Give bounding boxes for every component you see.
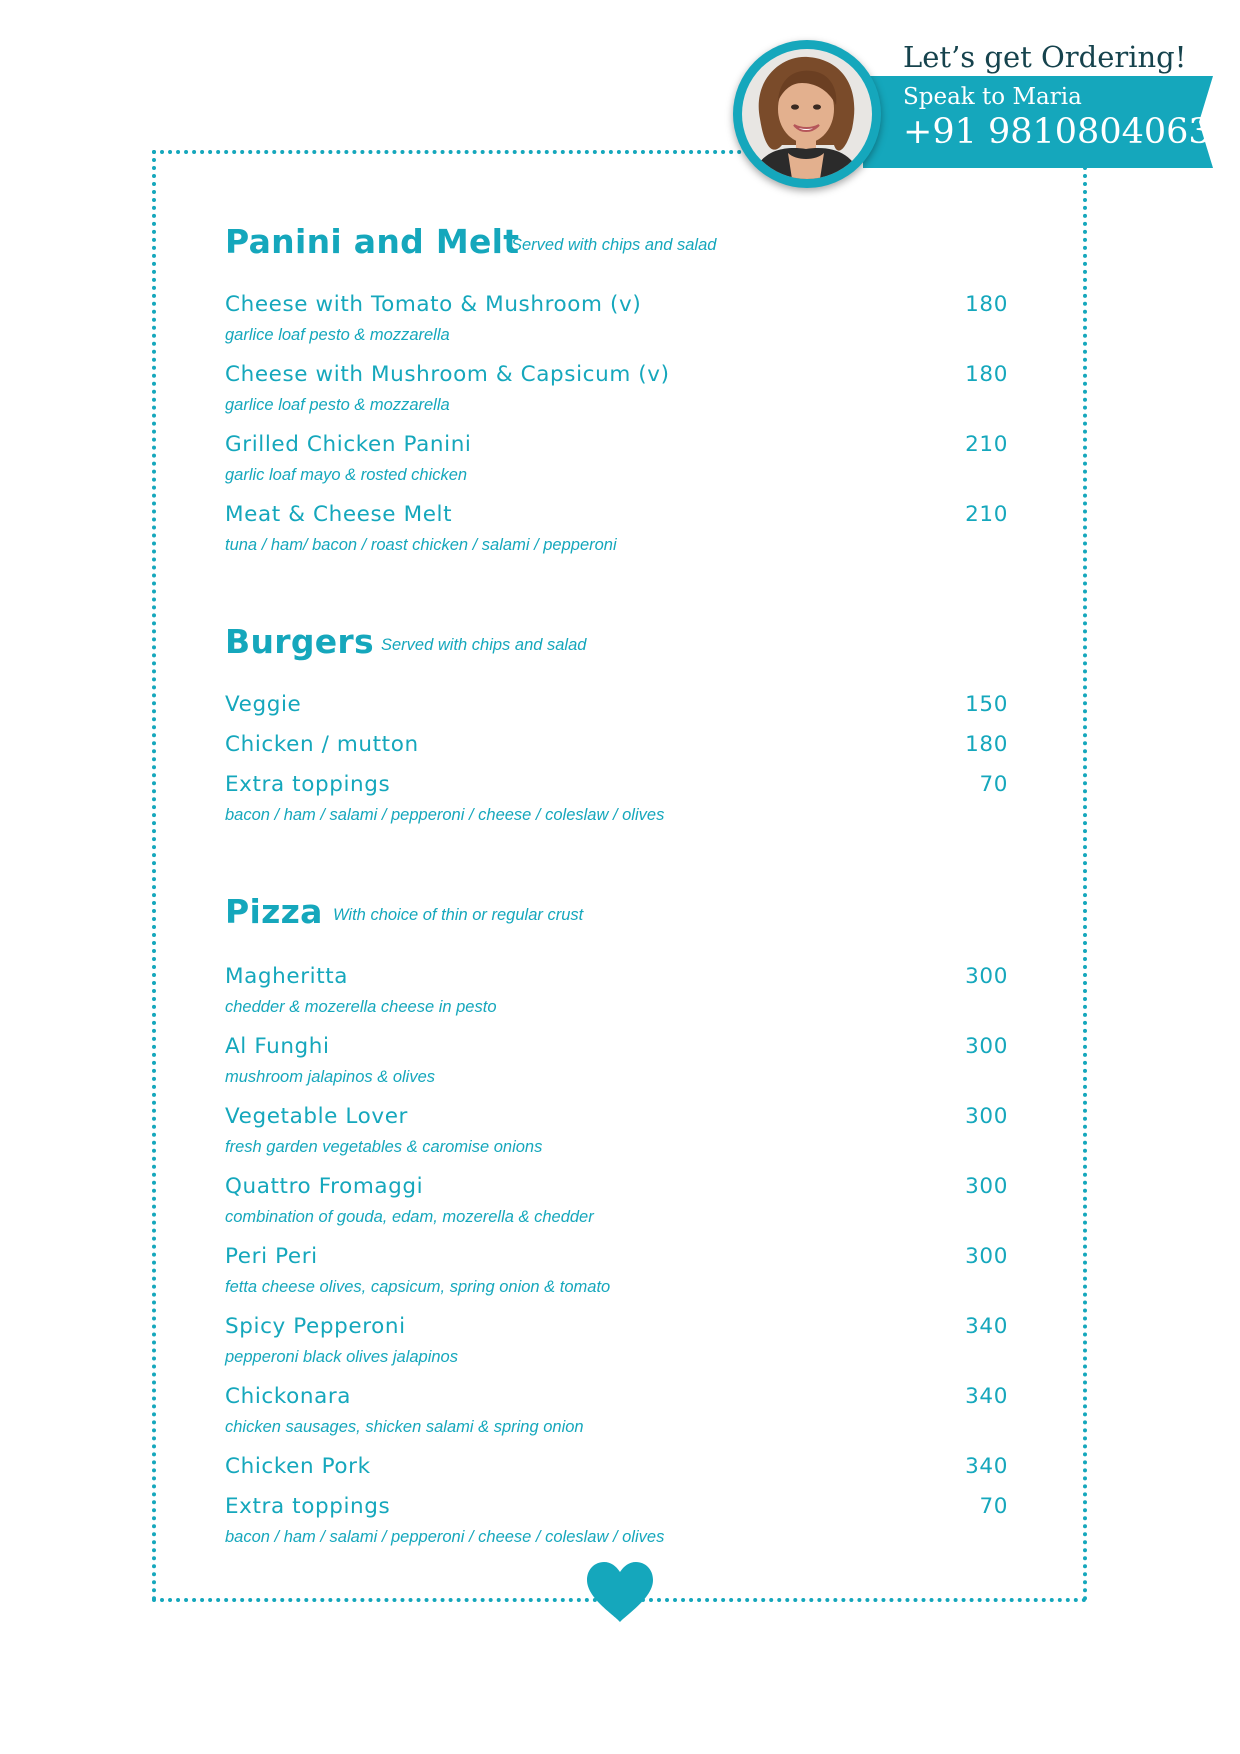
item-name: Spicy Pepperoni: [225, 1314, 406, 1339]
item-price: 300: [965, 1034, 1008, 1059]
item-price: 210: [965, 432, 1008, 457]
item-name: Vegetable Lover: [225, 1104, 408, 1129]
menu-item: [225, 292, 1008, 362]
item-price: 340: [965, 1384, 1008, 1409]
menu-item: [225, 1034, 1008, 1104]
menu-item: [225, 1494, 1008, 1564]
item-name: Quattro Fromaggi: [225, 1174, 424, 1199]
item-description: chedder & mozerella cheese in pesto: [225, 998, 497, 1016]
item-price: 180: [965, 732, 1008, 757]
menu-item: [225, 362, 1008, 432]
section-note: With choice of thin or regular crust: [333, 906, 584, 924]
section-note: Served with chips and salad: [511, 236, 717, 254]
item-description: chicken sausages, shicken salami & spring onion: [225, 1418, 584, 1436]
item-name: Cheese with Mushroom & Capsicum (v): [225, 362, 670, 387]
contact-headline: Let’s get Ordering!: [903, 40, 1187, 74]
item-price: 340: [965, 1314, 1008, 1339]
menu-item: [225, 1314, 1008, 1384]
menu-item: [225, 692, 1008, 732]
item-price: 180: [965, 292, 1008, 317]
item-description: mushroom jalapinos & olives: [225, 1068, 436, 1086]
menu-item: [225, 1454, 1008, 1494]
item-name: Cheese with Tomato & Mushroom (v): [225, 292, 642, 317]
section-panini: [225, 222, 1008, 572]
menu-item: [225, 772, 1008, 842]
section-title: Pizza: [225, 892, 323, 931]
item-price: 180: [965, 362, 1008, 387]
item-description: fetta cheese olives, capsicum, spring onion & tomato: [225, 1278, 611, 1296]
section-note: Served with chips and salad: [381, 636, 587, 654]
section-burgers: [225, 622, 1008, 842]
menu-item: [225, 1104, 1008, 1174]
item-price: 300: [965, 964, 1008, 989]
item-description: bacon / ham / salami / pepperoni / cheese / coleslaw / olives: [225, 1528, 665, 1546]
item-description: pepperoni black olives jalapinos: [225, 1348, 458, 1366]
menu-item: [225, 502, 1008, 572]
menu-item: [225, 1244, 1008, 1314]
item-price: 300: [965, 1244, 1008, 1269]
menu-item: [225, 1174, 1008, 1244]
item-description: fresh garden vegetables & caromise onions: [225, 1138, 543, 1156]
heart-icon: [583, 1560, 657, 1624]
item-name: Magheritta: [225, 964, 349, 989]
item-price: 70: [979, 772, 1008, 797]
item-name: Chicken / mutton: [225, 732, 419, 757]
section-title: Panini and Melt: [225, 222, 520, 261]
menu-item: [225, 1384, 1008, 1454]
item-name: Al Funghi: [225, 1034, 330, 1059]
item-name: Peri Peri: [225, 1244, 318, 1269]
contact-phone[interactable]: +91 9810804063: [903, 112, 1211, 152]
item-price: 210: [965, 502, 1008, 527]
item-name: Meat & Cheese Melt: [225, 502, 453, 527]
item-description: bacon / ham / salami / pepperoni / cheese / coleslaw / olives: [225, 806, 665, 824]
item-name: Grilled Chicken Panini: [225, 432, 472, 457]
item-name: Extra toppings: [225, 772, 391, 797]
person-portrait-icon: [742, 49, 872, 179]
section-header: [225, 892, 1008, 936]
item-description: garlic loaf mayo & rosted chicken: [225, 466, 468, 484]
contact-speak-label: Speak to Maria: [903, 84, 1082, 110]
menu-item: [225, 432, 1008, 502]
item-price: 300: [965, 1174, 1008, 1199]
item-price: 300: [965, 1104, 1008, 1129]
menu-item: [225, 732, 1008, 772]
item-price: 150: [965, 692, 1008, 717]
item-description: garlice loaf pesto & mozzarella: [225, 326, 450, 344]
item-price: 340: [965, 1454, 1008, 1479]
item-name: Extra toppings: [225, 1494, 391, 1519]
item-description: tuna / ham/ bacon / roast chicken / salami / pepperoni: [225, 536, 617, 554]
contact-badge[interactable]: [733, 40, 1213, 202]
item-description: combination of gouda, edam, mozerella & chedder: [225, 1208, 594, 1226]
section-header: [225, 622, 1008, 666]
item-description: garlice loaf pesto & mozzarella: [225, 396, 450, 414]
item-price: 70: [979, 1494, 1008, 1519]
section-header: [225, 222, 1008, 266]
avatar: [733, 40, 881, 188]
menu-item: [225, 964, 1008, 1034]
section-title: Burgers: [225, 622, 374, 661]
section-pizza: [225, 892, 1008, 1564]
item-name: Veggie: [225, 692, 302, 717]
item-name: Chickonara: [225, 1384, 352, 1409]
item-name: Chicken Pork: [225, 1454, 371, 1479]
